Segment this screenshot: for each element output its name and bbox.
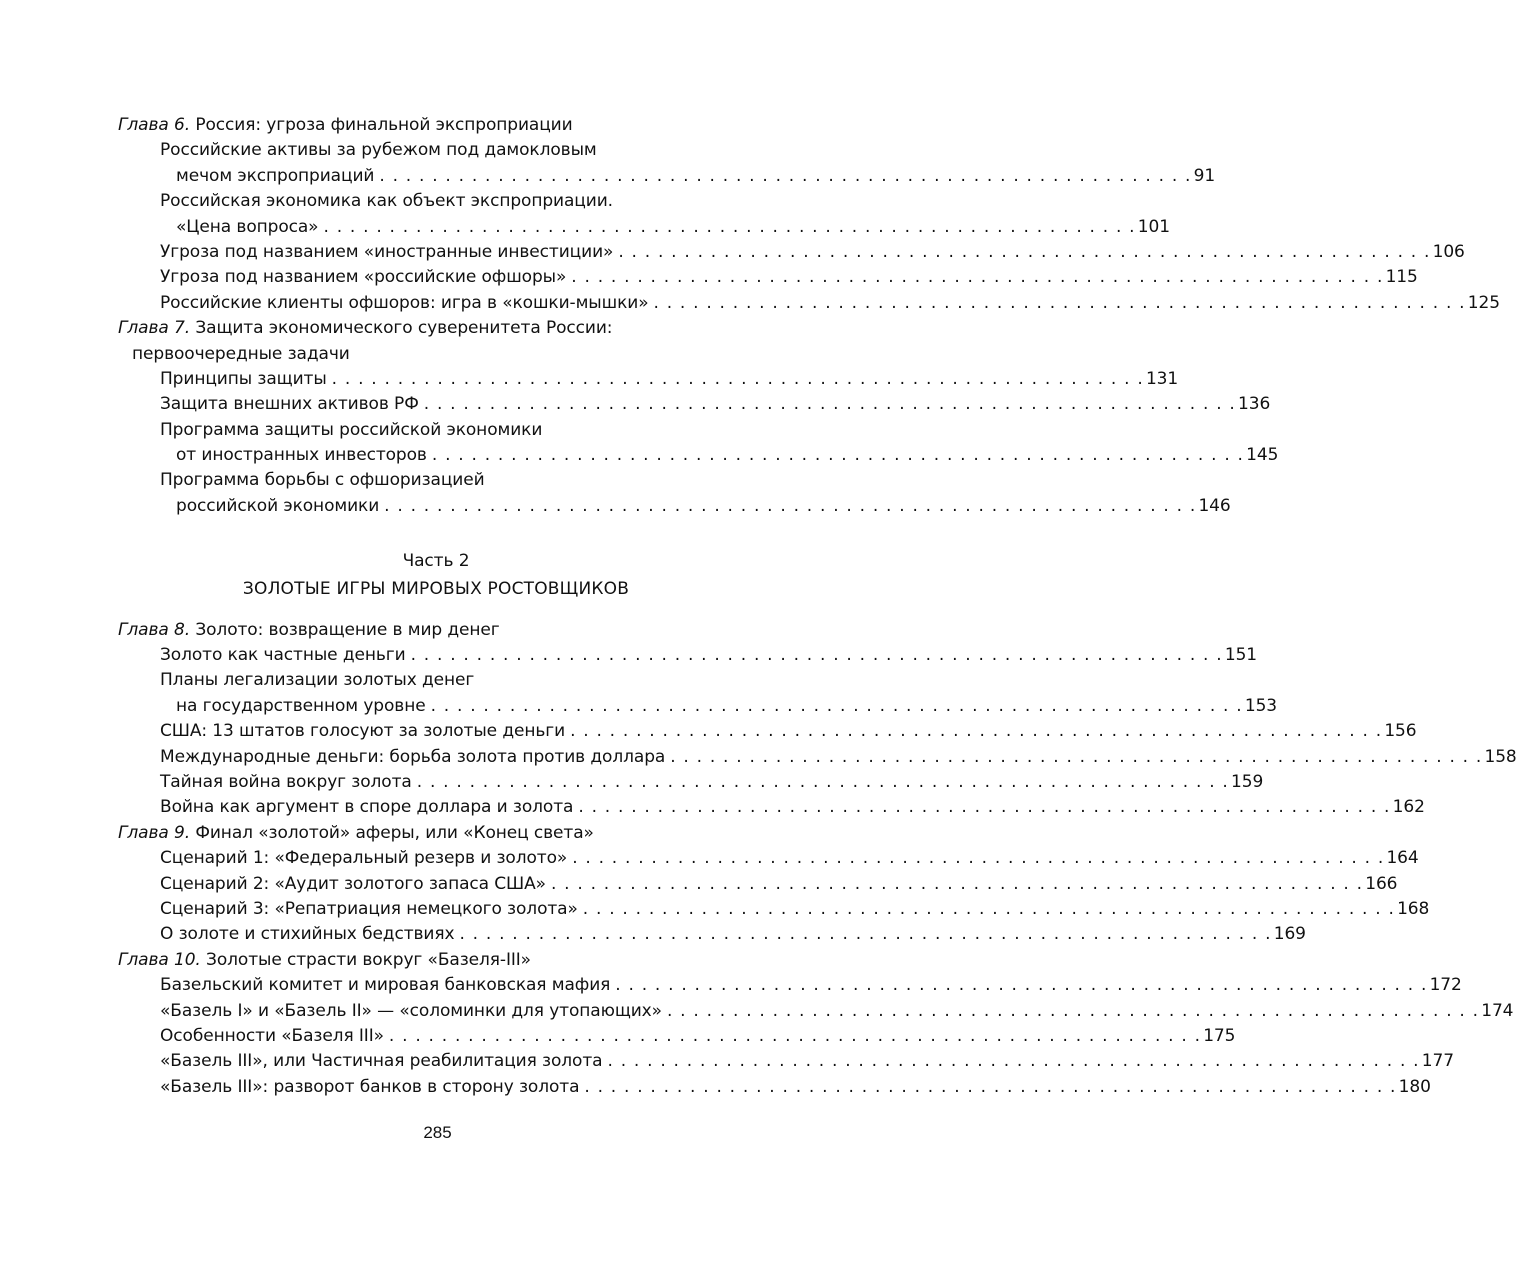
- toc-entry: [118, 795, 1425, 820]
- toc-entry-title: Российская экономика как объект экспроприации.: [160, 191, 613, 212]
- toc-entry: [118, 973, 1462, 998]
- toc-entry-title: Золото как частные деньги: [160, 645, 406, 666]
- toc-entry-title: Угроза под названием «иностранные инвестиции»: [160, 241, 614, 262]
- chapter-label: Глава 9.: [118, 822, 191, 843]
- toc-entry-title: «Базель III»: разворот банков в сторону золота: [160, 1076, 580, 1097]
- chapter-title: Россия: угроза финальной экспроприации: [195, 115, 573, 135]
- toc-entry-line1: [118, 418, 710, 443]
- toc-entry: [118, 1075, 1431, 1100]
- dot-leader: [613, 240, 1430, 265]
- toc-entry: [118, 392, 1271, 417]
- toc-entry: [118, 240, 1465, 265]
- toc-entry-line2: [118, 694, 1278, 719]
- toc-entry: [118, 291, 1500, 316]
- toc-entry: [118, 745, 1517, 770]
- toc-entry-page: 166: [1365, 873, 1398, 894]
- toc-entry: [118, 872, 1398, 897]
- toc-entry: [118, 1024, 1236, 1049]
- dot-leader: [427, 443, 1244, 468]
- toc-part2-chapters: [118, 618, 1517, 1100]
- toc-entry-line1: [118, 138, 710, 163]
- toc-entry-page: 106: [1432, 241, 1465, 262]
- toc-entry-title: Планы легализации золотых денег: [160, 670, 475, 691]
- toc-entry: [118, 770, 1264, 795]
- toc-entry: [118, 897, 1430, 922]
- toc-entry-title: Особенности «Базеля III»: [160, 1025, 384, 1046]
- chapter-heading: [118, 113, 710, 138]
- chapter-heading: [118, 618, 710, 643]
- dot-leader: [426, 694, 1243, 719]
- toc-entry-title: Программа защиты российской экономики: [160, 419, 543, 440]
- chapter-title: Золотые страсти вокруг «Базеля-III»: [206, 949, 531, 970]
- toc-entry-page: 159: [1231, 771, 1264, 792]
- dot-leader: [384, 1024, 1201, 1049]
- chapter-heading-text: [118, 948, 531, 973]
- toc-entry-page: 125: [1467, 292, 1500, 313]
- toc-entry-page: 151: [1224, 645, 1258, 666]
- chapter-label: Глава 7.: [118, 318, 191, 339]
- part-gap: [118, 519, 710, 549]
- toc-entry-title: Российские клиенты офшоров: игра в «кошки-мышки»: [160, 292, 649, 313]
- toc-entry-title: Международные деньги: борьба золота против доллара: [160, 746, 666, 767]
- toc-entry-title-continued: на государственном уровне: [176, 695, 426, 716]
- part-number: Часть 2: [402, 551, 470, 572]
- chapter-title-line2: первоочередные задачи: [132, 343, 350, 364]
- toc-entry-title: Сценарий 1: «Федеральный резерв и золото»: [160, 848, 568, 869]
- dot-leader: [454, 922, 1271, 947]
- toc-entry: [118, 367, 1179, 392]
- toc-entry-title: О золоте и стихийных бедствиях: [160, 924, 455, 945]
- toc-entry-title: Война как аргумент в споре доллара и золота: [160, 797, 574, 818]
- toc-entry-page: 158: [1484, 746, 1517, 767]
- dot-leader: [379, 494, 1196, 519]
- toc-entry-page: 101: [1137, 216, 1170, 237]
- toc-entry-page: 162: [1392, 797, 1425, 818]
- dot-leader: [412, 770, 1229, 795]
- chapter-title: Золото: возвращение в мир денег: [195, 619, 500, 640]
- toc-entry: [118, 922, 1306, 947]
- toc-entry-page: 115: [1385, 267, 1418, 288]
- toc-entry-page: 172: [1429, 975, 1462, 996]
- dot-leader: [662, 999, 1479, 1024]
- toc-entry: [118, 1049, 1454, 1074]
- toc-entry-line1: [118, 189, 710, 214]
- toc-entry-title: Программа борьбы с офшоризацией: [160, 470, 485, 491]
- toc-entry-title: Принципы защиты: [160, 368, 327, 389]
- toc-entry-page: 146: [1198, 495, 1231, 516]
- dot-leader: [578, 897, 1395, 922]
- toc-entry-title: Базельский комитет и мировая банковская мафия: [160, 975, 611, 996]
- toc-entry-page: 180: [1398, 1076, 1431, 1097]
- toc-entry: [118, 999, 1514, 1024]
- toc-entry-page: 156: [1384, 721, 1417, 742]
- toc-part1-chapters: [118, 113, 1500, 519]
- toc-entry-page: 169: [1273, 924, 1306, 945]
- chapter-heading-text: [118, 618, 500, 643]
- toc-entry-title: «Базель III», или Частичная реабилитация золота: [160, 1051, 603, 1072]
- toc-entry-line2: [118, 215, 1170, 240]
- toc-entry-page: 168: [1397, 898, 1430, 919]
- toc-entry-line2: [118, 443, 1279, 468]
- dot-leader: [374, 164, 1191, 189]
- dot-leader: [566, 265, 1383, 290]
- chapter-title-continued: [118, 342, 710, 367]
- part-title: ЗОЛОТЫЕ ИГРЫ МИРОВЫХ РОСТОВЩИКОВ: [242, 578, 630, 599]
- toc-entry-title-continued: «Цена вопроса»: [176, 216, 319, 237]
- toc-entry-page: 153: [1244, 695, 1278, 716]
- chapter-label: Глава 10.: [118, 949, 201, 970]
- chapter-heading: [118, 821, 710, 846]
- toc-entry-page: 131: [1145, 368, 1179, 389]
- toc-entry-title-continued: от иностранных инвесторов: [176, 445, 427, 466]
- chapter-heading-text: [118, 821, 594, 846]
- dot-leader: [419, 392, 1236, 417]
- toc-entry-line2: [118, 494, 1231, 519]
- toc-entry-line2: [118, 164, 1216, 189]
- chapter-heading: [118, 948, 710, 973]
- dot-leader: [565, 719, 1382, 744]
- dot-leader: [610, 973, 1427, 998]
- dot-leader: [319, 215, 1136, 240]
- dot-leader: [665, 745, 1482, 770]
- toc-entry-line1: [118, 668, 710, 693]
- toc-entry-title: Сценарий 3: «Репатриация немецкого золота»: [160, 898, 578, 919]
- toc-entry-title: Сценарий 2: «Аудит золотого запаса США»: [160, 873, 546, 894]
- dot-leader: [327, 367, 1144, 392]
- dot-leader: [546, 872, 1363, 897]
- dot-leader: [649, 291, 1466, 316]
- dot-leader: [602, 1049, 1419, 1074]
- toc-entry-title: Российские активы за рубежом под дамокловым: [160, 140, 597, 161]
- toc-entry-title: Угроза под названием «российские офшоры»: [160, 267, 567, 288]
- dot-leader: [567, 846, 1384, 871]
- toc-entry-title: «Базель I» и «Базель II» — «соломинки для утопающих»: [160, 1000, 662, 1021]
- chapter-label: Глава 8.: [118, 619, 191, 640]
- chapter-label: Глава 6.: [118, 115, 191, 135]
- toc-entry-page: 164: [1386, 848, 1419, 869]
- part-spacer: [118, 607, 710, 618]
- toc-entry-page: 177: [1421, 1051, 1454, 1072]
- chapter-heading-text: [118, 113, 573, 138]
- toc-entry-title-continued: российской экономики: [176, 495, 380, 516]
- chapter-title: Финал «золотой» аферы, или «Конец света»: [195, 822, 594, 843]
- toc-entry: [118, 846, 1419, 871]
- toc-entry-page: 136: [1238, 394, 1271, 415]
- page-number: 285: [423, 1123, 452, 1142]
- toc-entry: [118, 719, 1417, 744]
- chapter-heading-text: [118, 316, 612, 341]
- toc-entry: [118, 643, 1258, 668]
- toc-entry-page: 145: [1246, 445, 1279, 466]
- toc-entry-title: США: 13 штатов голосуют за золотые деньги: [160, 721, 566, 742]
- chapter-title: Защита экономического суверенитета России:: [195, 318, 613, 339]
- toc-entry-title-continued: мечом экспроприаций: [176, 165, 375, 186]
- toc-entry-title: Тайная война вокруг золота: [160, 771, 412, 792]
- toc-entry: [118, 265, 1418, 290]
- dot-leader: [406, 643, 1223, 668]
- chapter-heading: [118, 316, 710, 341]
- toc-entry-page: 174: [1481, 1000, 1514, 1021]
- table-of-contents: [118, 113, 1517, 1100]
- toc-entry-page: 91: [1193, 165, 1216, 186]
- dot-leader: [579, 1075, 1396, 1100]
- toc-entry-page: 175: [1203, 1025, 1236, 1046]
- toc-entry-title: Защита внешних активов РФ: [160, 394, 419, 415]
- toc-entry-line1: [118, 468, 710, 493]
- dot-leader: [573, 795, 1390, 820]
